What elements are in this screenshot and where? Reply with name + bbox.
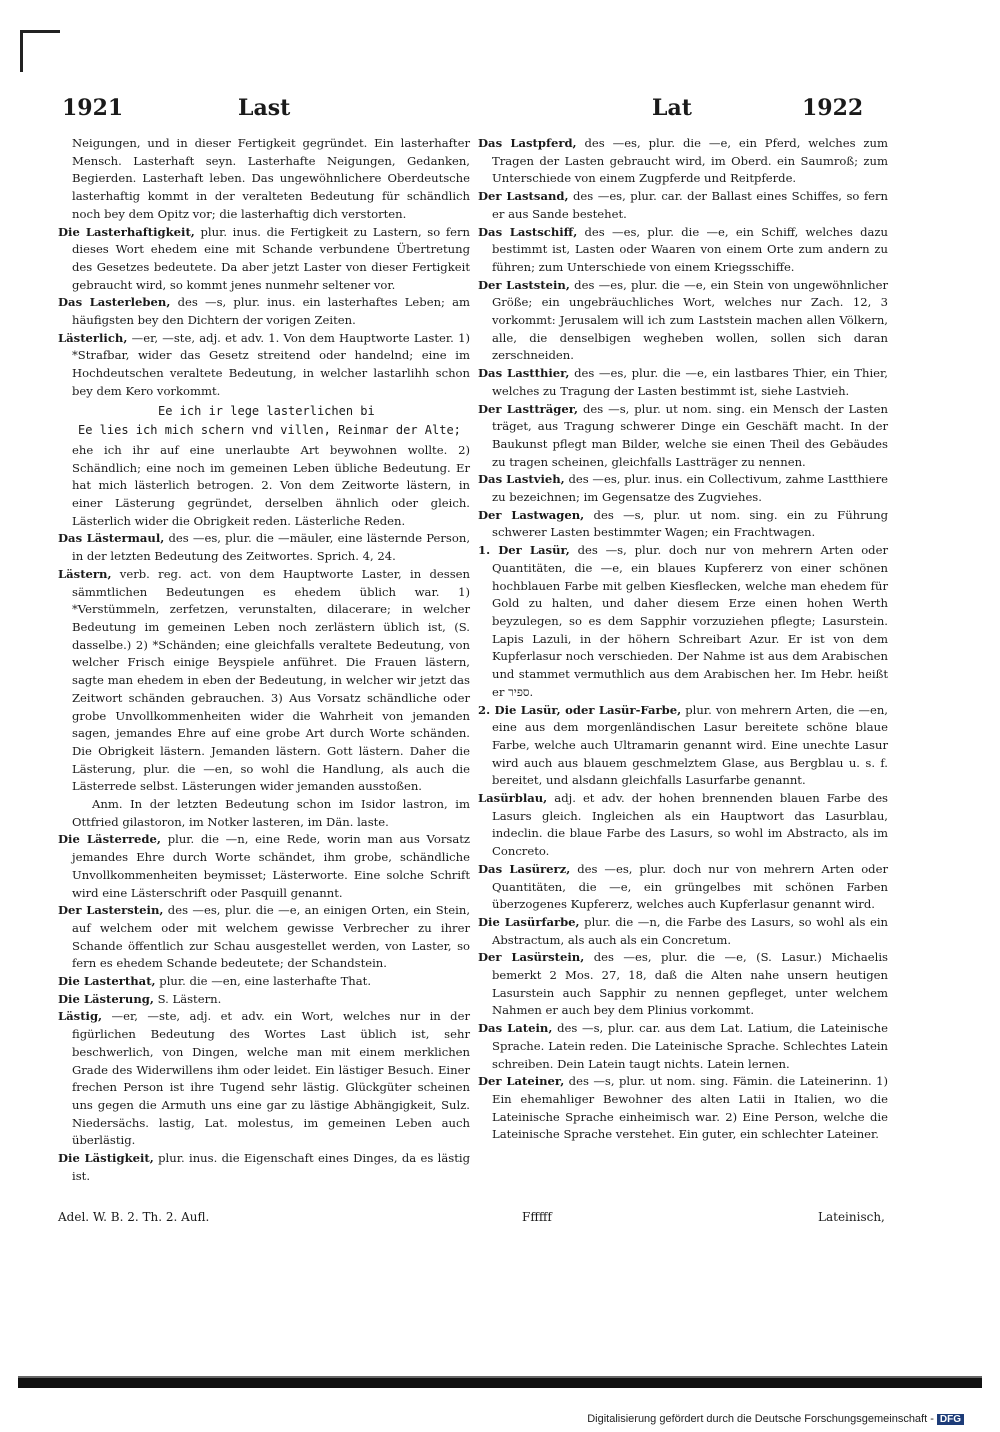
dictionary-entry: Lästerlich, —er, —ste, adj. et adv. 1. Von dem Hauptworte Laster. 1) *Strafbar, wider das Gesetz streitend oder handelnd; eine im Hochdeutschen veraltete Bedeutung, in welcher lastarlihh schon bey dem Kero vorkommt. (58, 330, 470, 398)
headword: Lasürblau, (478, 791, 548, 806)
verse-quote: Ee ich ir lege lasterlichen bi (158, 403, 375, 418)
dictionary-entry: Die Lästigkeit, plur. inus. die Eigenschaft eines Dinges, da es lästig ist. (58, 1151, 471, 1183)
dictionary-entry: Der Lastwagen, des —s, plur. ut nom. sing. ein zu Führung schwerer Lasten bestimmter Wagen; ein Frachtwagen. (478, 507, 889, 540)
headword: Der Lasürstein, (478, 950, 585, 965)
crop-mark-vertical (20, 30, 23, 72)
catchword: Lateinisch, (818, 1210, 885, 1224)
signature-mark: Ffffff (522, 1210, 552, 1224)
headword: Der Laststein, (478, 277, 570, 292)
headword: 2. Die Lasür, oder Lasür-Farbe, (478, 702, 682, 717)
headword: Das Lastthier, (478, 366, 570, 381)
dictionary-entry: Der Lasterstein, des —es, plur. die —e, an einigen Orten, ein Stein, auf welchem oder mit welchem gewisse Verbrecher zu ihrer Schande öffentlich zur Schau ausgestellet werden, von Laster, so fern es ehedem Schande bedeutete; der Schandstein. (58, 903, 471, 971)
headword: Das Lästermaul, (58, 531, 165, 546)
dictionary-entry: Lästig, —er, —ste, adj. et adv. ein Wort, welches nur in der figürlichen Bedeutung des Wortes Last üblich ist, sehr beschwerlich, von Dingen, welche man mit einem merklichen Grade des Widerwillens ihm oder leidet. Ein lästiger Besuch. Einer frechen Person ist ihre Tugend sehr lästig. Glückgüter scheinen uns gegen die Armuth uns eine gar zu lästige Abhängigkeit, Sulz. Niedersächs. lastig, Lat. molestus, im gemeinen Leben auch überlästig. (58, 1009, 471, 1148)
headword: 1. Der Lasür, (478, 543, 570, 558)
headword: Die Lasterthat, (58, 974, 156, 989)
dictionary-entry: Das Lastpferd, des —es, plur. die —e, ein Pferd, welches zum Tragen der Lasten gebraucht wird, im Oberd. ein Saumroß; zum Unterschiede von einem Zugpferde und Reitpferde. (478, 136, 888, 186)
headword: Lästig, (58, 1009, 103, 1024)
dictionary-entry: Der Lastträger, des —s, plur. ut nom. sing. ein Mensch der Lasten träget, aus Tragung schwerer Dinge ein Geschäft macht. In der Baukunst pflegt man Bilder, welche sie einen Theil des Gebäudes zu tragen scheinen, gleichfalls Lastträger zu nennen. (478, 401, 888, 469)
crop-mark-horizontal (20, 30, 60, 33)
headword: Die Lasürfarbe, (478, 914, 580, 929)
dictionary-entry: Das Lästermaul, des —es, plur. die —mäuler, eine lästernde Person, in der letzten Bedeutung des Zeitwortes. Sprich. 4, 24. (58, 531, 471, 564)
headword: Das Lastpferd, (478, 136, 577, 150)
digitization-credit: Digitalisierung gefördert durch die Deutsche Forschungsgemeinschaft - DFG (587, 1413, 964, 1425)
footer-source: Adel. W. B. 2. Th. 2. Aufl. (58, 1210, 210, 1224)
headword: Die Lästerrede, (58, 832, 161, 847)
dictionary-entry: Die Lästerung, S. Lästern. (58, 991, 222, 1006)
verse-quote: Ee lies ich mich schern vnd villen, Reinmar der Alte; (78, 423, 461, 438)
headword: Die Lästigkeit, (58, 1151, 154, 1166)
dictionary-entry: 2. Die Lasür, oder Lasür-Farbe, plur. von mehrern Arten, die —en, eine aus dem morgenländischen Lasur bereitete schöne blaue Farbe, welche auch Ultramarin genannt wird. Eine unechte Lasur wird auch aus blauem geschmelztem Glase, aus Bergblau u. s. f. bereitet, und alsdann gleichfalls Lasurfarbe genannt. (478, 702, 888, 788)
headword: Das Lasürerz, (478, 861, 571, 876)
headword: Das Lastschiff, (478, 224, 578, 239)
headword: Lästern, (58, 566, 112, 581)
dictionary-entry: Die Lasterhaftigkeit, plur. inus. die Fertigkeit zu Lastern, so fern dieses Wort ehedem eine mit Schande verbundene Übertretung des Gesetzes bedeutete. Da aber jetzt Laster von dieser Fertigkeit gebraucht wird, so kommt jenes nunmehr seltener vor. (58, 224, 471, 292)
headword: Der Lastwagen, (478, 507, 585, 522)
dictionary-entry: Der Lateiner, des —s, plur. ut nom. sing. Fämin. die Lateinerinn. 1) Ein ehemahliger Bewohner des alten Latii in Italien, wo die Lateinische Sprache einheimisch war. 2) Eine Person, welche die Lateinische Sprache verstehet. Ein guter, ein schlechter Lateiner. (478, 1074, 888, 1142)
headword: Lästerlich, (58, 330, 128, 345)
right-column (478, 135, 888, 1144)
dictionary-entry: Die Lasterthat, plur. die —en, eine lasterhafte That. (58, 974, 372, 989)
page-number-left: 1921 (62, 95, 124, 121)
headword: Der Lateiner, (478, 1074, 565, 1089)
headword: Der Lastsand, (478, 189, 569, 204)
dictionary-entry: Das Latein, des —s, plur. car. aus dem Lat. Latium, die Lateinische Sprache. Latein reden. Die Lateinische Sprache. Schlechtes Latein schreiben. Dein Latein taugt nichts. Latein lernen. (478, 1021, 888, 1071)
dictionary-entry: ehe ich ihr auf eine unerlaubte Art beywohnen wollte. 2) Schändlich; eine noch im gemeinen Leben übliche Bedeutung. Er hat mich lästerlich betrogen. 2. Von dem Zeitworte lästern, in einer Lästerung gegründet, derselben ähnlich oder gleich. Lästerlich wider die Obrigkeit reden. Lästerliche Reden. (72, 442, 470, 528)
dfg-logo: DFG (937, 1414, 964, 1425)
dictionary-entry: Neigungen, und in dieser Fertigkeit gegründet. Ein lasterhafter Mensch. Lasterhaft seyn. Lasterhafte Neigungen, Gedanken, Begierden. Lasterhaft leben. Das ungewöhnlichere Oberdeutsche lasterhaftig kommt in der veralteten Bedeutung für schändlich noch bey dem Opitz vor; die lasterhaftig dich verstorten. (72, 136, 470, 221)
dictionary-entry: Das Lasterleben, des —s, plur. inus. ein lasterhaftes Leben; am häufigsten bey den Dichtern der vorigen Zeiten. (58, 295, 471, 328)
dictionary-entry: Die Lasürfarbe, plur. die —n, die Farbe des Lasurs, so wohl als ein Abstractum, als auch als ein Concretum. (478, 914, 888, 947)
dictionary-entry: Der Laststein, des —es, plur. die —e, ein Stein von ungewöhnlicher Größe; ein ungebräuchliches Wort, welches nur Zach. 12, 3 vorkommt: Jerusalem will ich zum Laststein machen allen Völkern, alle, die denselbigen wegheben wollen, sollen sich daran zerschneiden. (478, 277, 888, 363)
dictionary-entry: Das Lasürerz, des —es, plur. doch nur von mehrern Arten oder Quantitäten, die —e, ein grüngelbes mit schönen Farben überzogenes Kupfererz, welches auch Kupferlasur genannt wird. (478, 861, 888, 912)
headword: Die Lasterhaftigkeit, (58, 224, 195, 239)
left-column (58, 135, 470, 1185)
dictionary-entry: Das Lastthier, des —es, plur. die —e, ein lastbares Thier, ein Thier, welches zu Tragung der Lasten bestimmt ist, siehe Lastvieh. (478, 366, 888, 398)
headword: Das Lastvieh, (478, 472, 565, 487)
dictionary-entry: Der Lastsand, des —es, plur. car. der Ballast eines Schiffes, so fern er aus Sande bestehet. (478, 189, 889, 221)
page-number-right: 1922 (802, 95, 864, 121)
running-head-left: Last (238, 95, 291, 121)
dictionary-entry: Lästern, verb. reg. act. von dem Hauptworte Laster, in dessen sämmtlichen Bedeutungen es ehedem üblich war. 1) *Verstümmeln, zerfetzen, verunstalten, dilacerare; in welcher Bedeutung im gemeinen Leben noch zerlästern üblich ist, (S. dasselbe.) 2) *Schänden; eine gleichfalls veraltete Bedeutung, von welcher Frisch einige Beyspiele anführet. Die Frauen lästern, sagte man ehedem in eben der Bedeutung, in welcher wir jetzt das Zeitwort schänden gebrauchen. 3) Aus Vorsatz schändliche oder grobe Unvollkommenheiten wider die Wahrheit von jemanden sagen, jemandes Ehre auf eine grobe Art durch Worte schänden. Die Obrigkeit lästern. Jemanden lästern. Gott lästern. Daher die Lästerung, plur. die —en, so wohl die Handlung, als auch die Lästerrede selbst. Lästerungen wider jemanden ausstoßen. (58, 566, 470, 794)
dictionary-entry: Der Lasürstein, des —es, plur. die —e, (S. Lasur.) Michaelis bemerkt 2 Mos. 27, 18, daß die Alten nahe unsern heutigen Lasurstein auch Sapphir zu nennen gepfleget, unter welchem Nahmen er auch bey dem Plinius vorkommt. (478, 950, 888, 1018)
headword: Der Lastträger, (478, 401, 579, 416)
headword: Die Lästerung, (58, 991, 154, 1006)
dictionary-entry: Das Lastvieh, des —es, plur. inus. ein Collectivum, zahme Lastthiere zu bezeichnen; im Gegensatze des Zugviehes. (478, 472, 889, 505)
annotation-note: Anm. In der letzten Bedeutung schon im Isidor lastron, im Ottfried gilastoron, im Notker lasteren, im Dän. laste. (72, 797, 470, 829)
headword: Das Latein, (478, 1021, 553, 1036)
scan-edge-band (18, 1378, 982, 1388)
headword: Das Lasterleben, (58, 295, 171, 310)
dictionary-entry: Lasürblau, adj. et adv. der hohen brennenden blauen Farbe des Lasurs gleich. Ingleichen als ein Hauptwort das Lasurblau, indeclin. die blaue Farbe des Lasurs, so wohl im Abstracto, als im Concreto. (478, 791, 889, 859)
dictionary-entry: Die Lästerrede, plur. die —n, eine Rede, worin man aus Vorsatz jemandes Ehre durch Worte schändet, ihm grobe, schändliche Unvollkommenheiten beymisset; Lästerworte. Eine solche Schrift wird eine Lästerschrift oder Pasquill genannt. (58, 832, 471, 900)
dictionary-entry: Das Lastschiff, des —es, plur. die —e, ein Schiff, welches dazu bestimmt ist, Lasten oder Waaren von einem Orte zum andern zu führen; zum Unterschiede von einem Kriegsschiffe. (478, 224, 888, 274)
headword: Der Lasterstein, (58, 903, 164, 918)
dictionary-entry: 1. Der Lasür, des —s, plur. doch nur von mehrern Arten oder Quantitäten, die —e, ein blaues Kupfererz von einer schönen hochblauen Farbe mit gelben Kiesflecken, welche man ehedem für Gold zu halten, und daher diesem Erze einen hohen Werth beyzulegen, so es dem Sapphir vorzuziehen pflegte; Lasurstein. Lapis Lazuli, in der höhern Schreibart Azur. Er ist von dem Kupferlasur noch verschieden. Der Nahme ist aus dem Arabischen und stammet vermuthlich aus dem Arabischen her. Im Hebr. heißt er ספיר. (478, 543, 889, 699)
running-head-right: Lat (652, 95, 692, 121)
